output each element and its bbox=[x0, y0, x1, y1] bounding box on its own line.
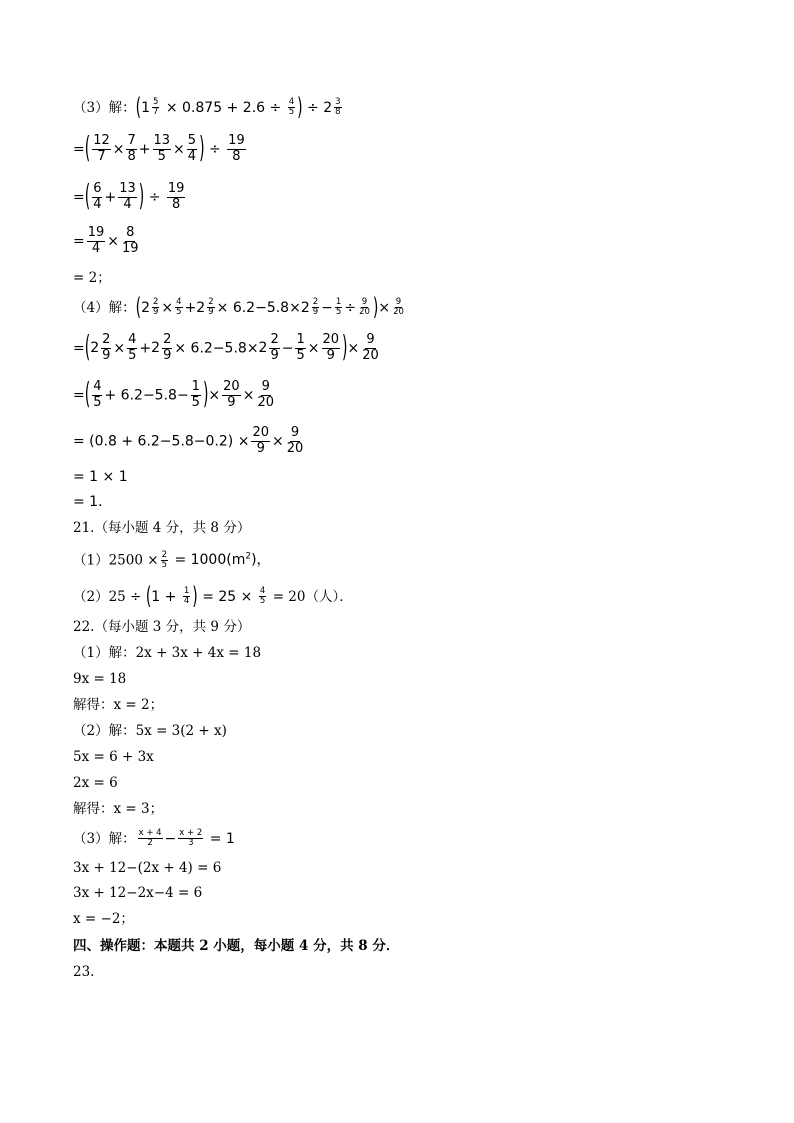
q22-part1-result: 解得：x = 2； bbox=[73, 697, 164, 713]
q22-part2-step1: 5x = 6 + 3x bbox=[73, 749, 154, 765]
line-3-step2: =( $\frac{6}{4}$ + $\frac{13}{4}$ ) ÷ $\frac{19}{8}$ bbox=[73, 180, 185, 215]
line-3-step3: = $\frac{19}{4}$ × $\frac{8}{19}$ bbox=[73, 225, 139, 256]
q22-part3: （3）解： $\frac{x + 4}{2}$ − $\frac{x + 2}{3}$ = 1 bbox=[73, 828, 235, 849]
q22-part3-step1: 3x + 12−(2x + 4) = 6 bbox=[73, 860, 222, 876]
line-3-header: （3）解：( 1 5 7 × 0.875 + 2.6 ÷ $\frac{4}{5}$ ) ÷ 2 3 8 bbox=[73, 94, 341, 122]
section-4-heading: 四、操作题：本题共 2 小题，每小题 4 分，共 8 分． bbox=[73, 938, 400, 954]
q22-part2-step2: 2x = 6 bbox=[73, 775, 118, 791]
q22-part1-step1: 9x = 18 bbox=[73, 671, 127, 687]
line-4-step1: =( 2 2 9 × $\frac{4}{5}$ + 2 2 9 × 6.2−5.8× 2 2 9 − $\frac{1}{5}$ × $\frac{20}{9}$ )× $\frac{9}{20}$ bbox=[73, 331, 379, 366]
q21-heading: 21.（每小题 4 分，共 8 分） bbox=[73, 520, 251, 536]
q21-part1: （1）2500 × $\frac{2}{5}$ = $1000(m^2)$， bbox=[73, 550, 271, 571]
line-4-step4: = 1 × 1 bbox=[73, 469, 128, 485]
q22-part2: （2）解：5x = 3(2 + x) bbox=[73, 723, 227, 739]
line-4-step3: = (0.8 + 6.2−5.8−0.2) × $\frac{20}{9}$ × $\frac{9}{20}$ bbox=[73, 425, 304, 456]
q22-part3-step2: 3x + 12−2x−4 = 6 bbox=[73, 885, 203, 901]
q21-part2: （2）25 ÷ (1 + $\frac{1}{4}$ ) = 25 × $\frac{4}{5}$ = 20（人）． bbox=[73, 583, 353, 611]
line-4-step2: =( $\frac{4}{5}$ + 6.2−5.8− $\frac{1}{5}$ )× $\frac{20}{9}$ × $\frac{9}{20}$ bbox=[73, 378, 274, 413]
q22-heading: 22.（每小题 3 分，共 9 分） bbox=[73, 619, 251, 635]
line-3-result: = 2； bbox=[73, 270, 111, 286]
line-4-header: （4）解：( 2 2 9 × $\frac{4}{5}$ + 2 2 9 × 6.2−5.8× 2 2 9 − $\frac{1}{5}$ ÷ $\frac{9}{20}$ )× $\frac{9}{20}$ bbox=[73, 294, 404, 322]
q22-part3-result: x = −2； bbox=[73, 911, 134, 927]
line-4-result: = 1． bbox=[73, 494, 113, 510]
q22-part2-result: 解得：x = 3； bbox=[73, 801, 164, 817]
q22-part1: （1）解：2x + 3x + 4x = 18 bbox=[73, 645, 262, 661]
q23-heading: 23. bbox=[73, 964, 95, 980]
line-3-step1: =( $\frac{12}{7}$ × $\frac{7}{8}$ + $\frac{13}{5}$ × $\frac{5}{4}$ ) ÷ $\frac{19}{8}$ bbox=[73, 132, 245, 167]
